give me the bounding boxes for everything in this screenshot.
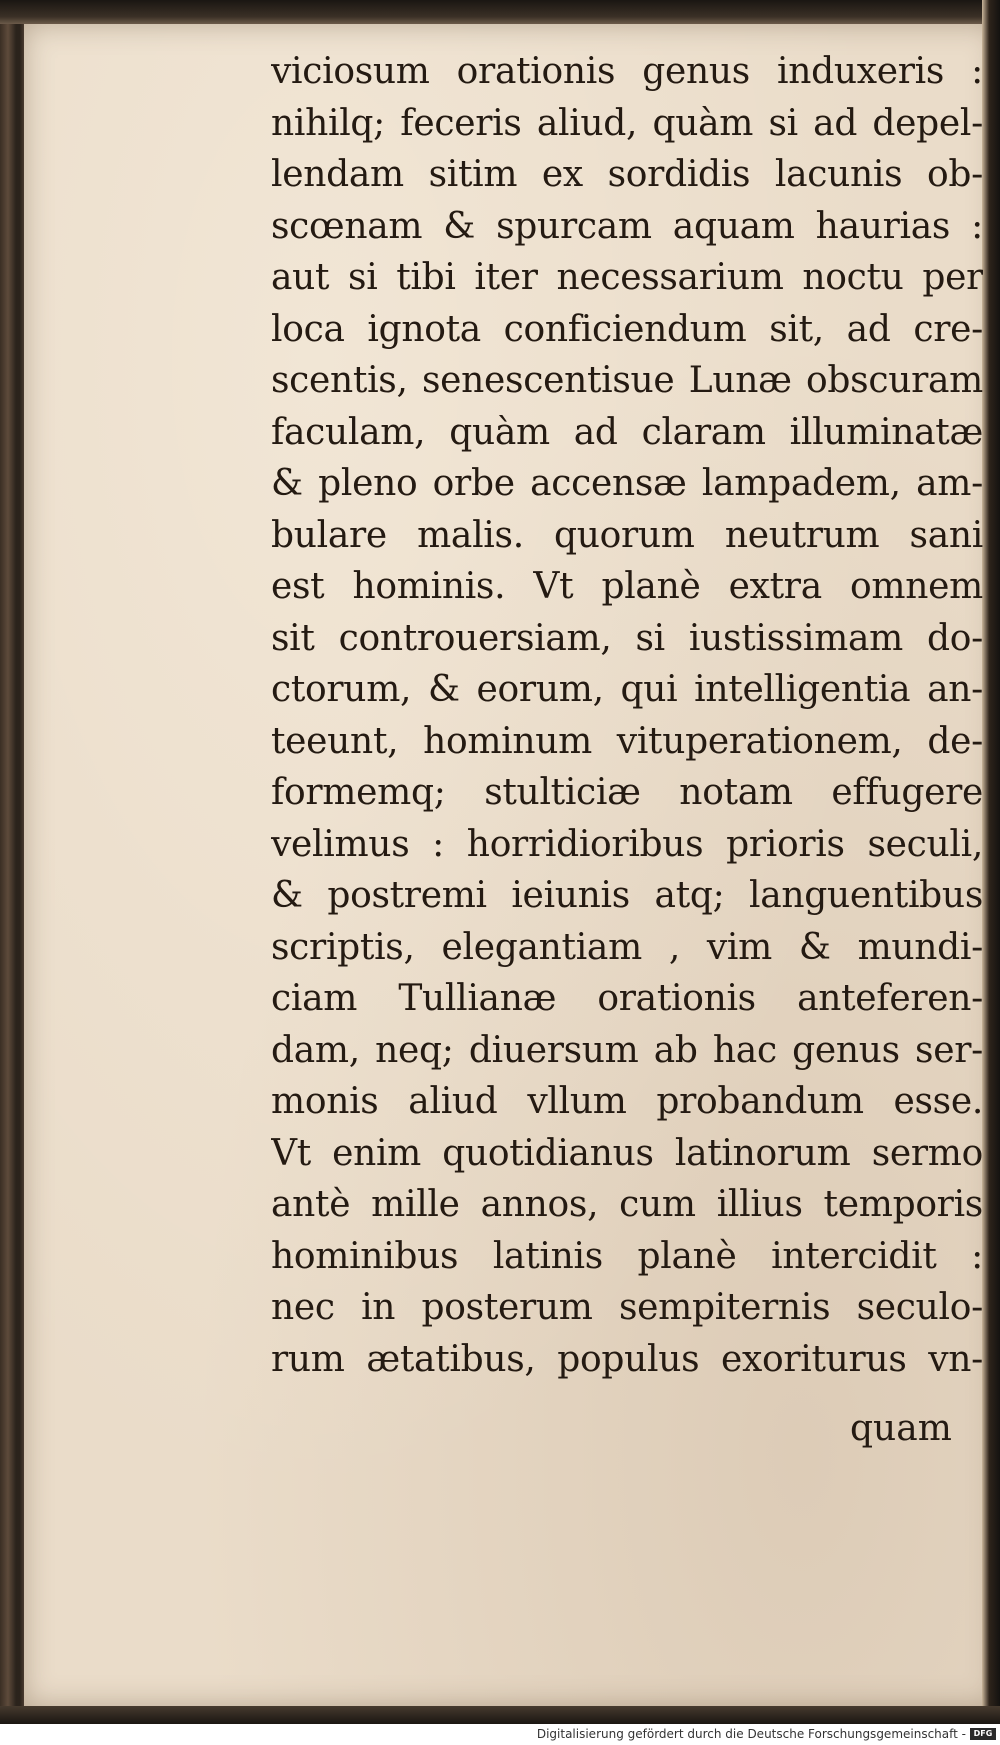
text-line: rum ætatibus, populus exoriturus vn- (271, 1338, 983, 1380)
page-bottom-edge (0, 1706, 1000, 1724)
text-line: scœnam & spurcam aquam haurias : (271, 205, 983, 247)
dfg-logo: DFG (970, 1728, 996, 1740)
text-line: ciam Tullianæ orationis anteferen- (271, 978, 983, 1019)
text-line: nihilq; feceris aliud, quàm si ad depel- (271, 102, 983, 144)
text-line: est hominis. Vt planè extra omnem (271, 566, 983, 607)
text-line: antè mille annos, cum illius temporis (271, 1184, 983, 1225)
text-line: teeunt, hominum vituperationem, de- (271, 720, 983, 762)
text-line: viciosum orationis genus induxeris : (271, 51, 983, 92)
text-line: velimus : horridioribus prioris seculi, (271, 823, 983, 865)
text-line: ctorum, & eorum, qui intelligentia an- (271, 669, 983, 710)
text-line: aut si tibi iter necessarium noctu per (271, 257, 983, 298)
catchword: quam (850, 1408, 952, 1449)
text-line: bulare malis. quorum neutrum sani (271, 514, 983, 556)
body-text (271, 46, 983, 1385)
text-line: dam, neq; diuersum ab hac genus ser- (271, 1029, 983, 1071)
text-line: scriptis, elegantiam , vim & mundi- (271, 926, 983, 968)
text-line: monis aliud vllum probandum esse. (271, 1081, 983, 1122)
text-line: & pleno orbe accensæ lampadem, am- (271, 463, 983, 504)
footer-credit: Digitalisierung gefördert durch die Deutsche Forschungsgemeinschaft - (536, 1727, 966, 1741)
text-line: hominibus latinis planè intercidit : (271, 1235, 983, 1277)
page-right-edge (982, 0, 1000, 1745)
text-line: & postremi ieiunis atq; languentibus (271, 875, 983, 916)
text-line: scentis, senescentisue Lunæ obscuram (271, 360, 983, 401)
text-line: sit controuersiam, si iustissimam do- (271, 617, 983, 659)
text-line: formemq; stulticiæ notam effugere (271, 772, 983, 813)
text-line: Vt enim quotidianus latinorum sermo (271, 1132, 983, 1174)
text-line: loca ignota conficiendum sit, ad cre- (271, 308, 983, 350)
text-line: lendam sitim ex sordidis lacunis ob- (271, 154, 983, 195)
text-line: nec in posterum sempiternis seculo- (271, 1287, 983, 1328)
text-line: faculam, quàm ad claram illuminatæ (271, 411, 983, 453)
page-top-edge (0, 0, 1000, 24)
